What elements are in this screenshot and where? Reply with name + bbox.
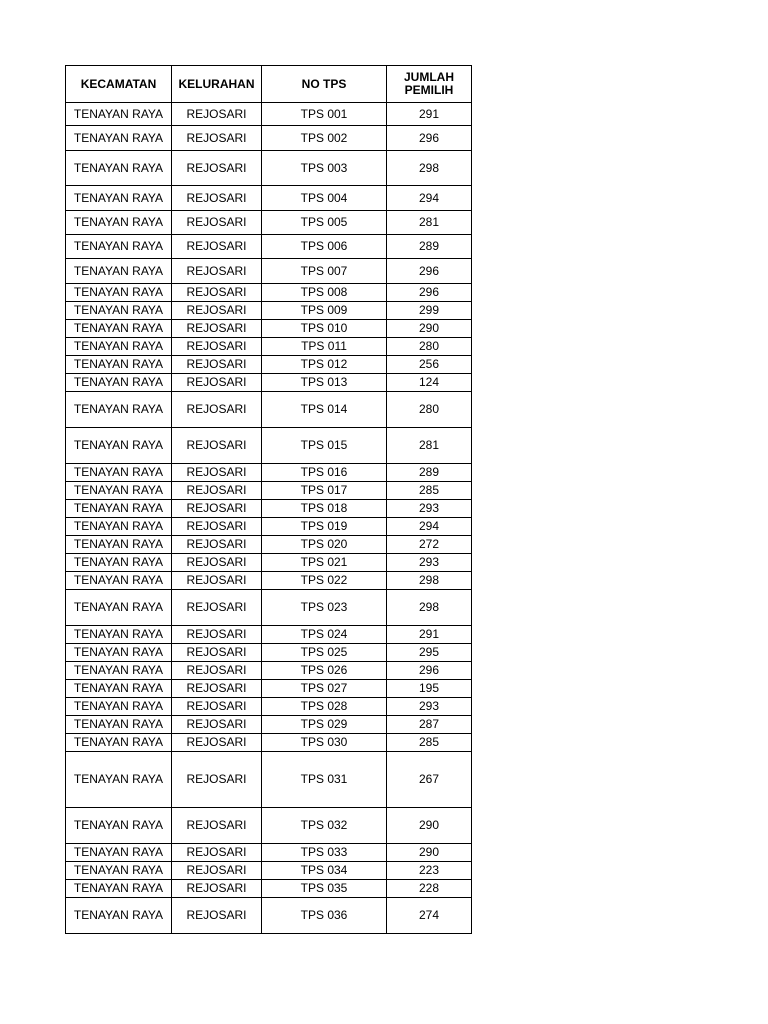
cell-kecamatan: TENAYAN RAYA bbox=[66, 186, 172, 211]
cell-kecamatan: TENAYAN RAYA bbox=[66, 626, 172, 644]
cell-jumlah-pemilih: 124 bbox=[387, 374, 472, 392]
cell-kelurahan: REJOSARI bbox=[172, 356, 262, 374]
cell-kelurahan: REJOSARI bbox=[172, 302, 262, 320]
table-row bbox=[66, 734, 472, 752]
cell-no-tps: TPS 005 bbox=[262, 211, 387, 235]
table-row bbox=[66, 482, 472, 500]
cell-no-tps: TPS 028 bbox=[262, 698, 387, 716]
cell-kelurahan: REJOSARI bbox=[172, 338, 262, 356]
header-jumlah-pemilih: JUMLAH PEMILIH bbox=[387, 66, 472, 103]
cell-no-tps: TPS 032 bbox=[262, 808, 387, 844]
cell-kecamatan: TENAYAN RAYA bbox=[66, 590, 172, 626]
cell-kecamatan: TENAYAN RAYA bbox=[66, 808, 172, 844]
table-row bbox=[66, 186, 472, 211]
table-row bbox=[66, 338, 472, 356]
cell-jumlah-pemilih: 289 bbox=[387, 464, 472, 482]
cell-no-tps: TPS 014 bbox=[262, 392, 387, 428]
cell-no-tps: TPS 002 bbox=[262, 126, 387, 151]
cell-jumlah-pemilih: 298 bbox=[387, 590, 472, 626]
cell-no-tps: TPS 011 bbox=[262, 338, 387, 356]
cell-kecamatan: TENAYAN RAYA bbox=[66, 259, 172, 284]
cell-kecamatan: TENAYAN RAYA bbox=[66, 338, 172, 356]
cell-kecamatan: TENAYAN RAYA bbox=[66, 698, 172, 716]
table-row bbox=[66, 862, 472, 880]
cell-kelurahan: REJOSARI bbox=[172, 235, 262, 259]
cell-kecamatan: TENAYAN RAYA bbox=[66, 374, 172, 392]
cell-kelurahan: REJOSARI bbox=[172, 808, 262, 844]
cell-jumlah-pemilih: 267 bbox=[387, 752, 472, 808]
cell-no-tps: TPS 022 bbox=[262, 572, 387, 590]
cell-kecamatan: TENAYAN RAYA bbox=[66, 734, 172, 752]
table-row bbox=[66, 716, 472, 734]
table-row bbox=[66, 844, 472, 862]
cell-kelurahan: REJOSARI bbox=[172, 752, 262, 808]
table-row bbox=[66, 808, 472, 844]
cell-kecamatan: TENAYAN RAYA bbox=[66, 518, 172, 536]
table-row bbox=[66, 626, 472, 644]
cell-kelurahan: REJOSARI bbox=[172, 500, 262, 518]
cell-kecamatan: TENAYAN RAYA bbox=[66, 284, 172, 302]
cell-kecamatan: TENAYAN RAYA bbox=[66, 302, 172, 320]
cell-jumlah-pemilih: 299 bbox=[387, 302, 472, 320]
cell-kecamatan: TENAYAN RAYA bbox=[66, 126, 172, 151]
cell-kecamatan: TENAYAN RAYA bbox=[66, 680, 172, 698]
table-row bbox=[66, 880, 472, 898]
cell-kelurahan: REJOSARI bbox=[172, 626, 262, 644]
cell-jumlah-pemilih: 293 bbox=[387, 698, 472, 716]
cell-no-tps: TPS 008 bbox=[262, 284, 387, 302]
table-row bbox=[66, 320, 472, 338]
cell-kelurahan: REJOSARI bbox=[172, 734, 262, 752]
header-kelurahan: KELURAHAN bbox=[172, 66, 262, 103]
cell-kelurahan: REJOSARI bbox=[172, 320, 262, 338]
cell-no-tps: TPS 033 bbox=[262, 844, 387, 862]
cell-no-tps: TPS 031 bbox=[262, 752, 387, 808]
cell-kelurahan: REJOSARI bbox=[172, 716, 262, 734]
cell-no-tps: TPS 027 bbox=[262, 680, 387, 698]
cell-jumlah-pemilih: 280 bbox=[387, 338, 472, 356]
cell-kecamatan: TENAYAN RAYA bbox=[66, 482, 172, 500]
cell-no-tps: TPS 024 bbox=[262, 626, 387, 644]
cell-jumlah-pemilih: 296 bbox=[387, 662, 472, 680]
cell-kecamatan: TENAYAN RAYA bbox=[66, 898, 172, 934]
cell-no-tps: TPS 004 bbox=[262, 186, 387, 211]
cell-jumlah-pemilih: 274 bbox=[387, 898, 472, 934]
cell-jumlah-pemilih: 290 bbox=[387, 844, 472, 862]
cell-jumlah-pemilih: 291 bbox=[387, 103, 472, 126]
cell-kecamatan: TENAYAN RAYA bbox=[66, 536, 172, 554]
cell-kelurahan: REJOSARI bbox=[172, 126, 262, 151]
cell-kelurahan: REJOSARI bbox=[172, 428, 262, 464]
cell-jumlah-pemilih: 298 bbox=[387, 151, 472, 186]
cell-kecamatan: TENAYAN RAYA bbox=[66, 554, 172, 572]
table-header-row bbox=[66, 66, 472, 103]
table-row bbox=[66, 500, 472, 518]
table-row bbox=[66, 356, 472, 374]
table-row bbox=[66, 590, 472, 626]
cell-no-tps: TPS 017 bbox=[262, 482, 387, 500]
table-row bbox=[66, 572, 472, 590]
cell-kecamatan: TENAYAN RAYA bbox=[66, 211, 172, 235]
cell-jumlah-pemilih: 291 bbox=[387, 626, 472, 644]
cell-kelurahan: REJOSARI bbox=[172, 392, 262, 428]
cell-no-tps: TPS 001 bbox=[262, 103, 387, 126]
cell-kelurahan: REJOSARI bbox=[172, 103, 262, 126]
cell-no-tps: TPS 023 bbox=[262, 590, 387, 626]
cell-kelurahan: REJOSARI bbox=[172, 680, 262, 698]
cell-kecamatan: TENAYAN RAYA bbox=[66, 428, 172, 464]
cell-kecamatan: TENAYAN RAYA bbox=[66, 320, 172, 338]
cell-no-tps: TPS 006 bbox=[262, 235, 387, 259]
table-row bbox=[66, 698, 472, 716]
cell-no-tps: TPS 021 bbox=[262, 554, 387, 572]
table-row bbox=[66, 259, 472, 284]
cell-kecamatan: TENAYAN RAYA bbox=[66, 862, 172, 880]
cell-kelurahan: REJOSARI bbox=[172, 211, 262, 235]
cell-no-tps: TPS 007 bbox=[262, 259, 387, 284]
cell-no-tps: TPS 020 bbox=[262, 536, 387, 554]
cell-jumlah-pemilih: 195 bbox=[387, 680, 472, 698]
cell-kecamatan: TENAYAN RAYA bbox=[66, 752, 172, 808]
cell-kelurahan: REJOSARI bbox=[172, 536, 262, 554]
table-row bbox=[66, 302, 472, 320]
table-row bbox=[66, 644, 472, 662]
cell-no-tps: TPS 013 bbox=[262, 374, 387, 392]
cell-kecamatan: TENAYAN RAYA bbox=[66, 392, 172, 428]
cell-kecamatan: TENAYAN RAYA bbox=[66, 662, 172, 680]
cell-no-tps: TPS 035 bbox=[262, 880, 387, 898]
cell-kelurahan: REJOSARI bbox=[172, 518, 262, 536]
table-row bbox=[66, 536, 472, 554]
table-row bbox=[66, 211, 472, 235]
cell-jumlah-pemilih: 296 bbox=[387, 259, 472, 284]
cell-jumlah-pemilih: 223 bbox=[387, 862, 472, 880]
cell-kecamatan: TENAYAN RAYA bbox=[66, 103, 172, 126]
voter-table bbox=[65, 65, 472, 934]
cell-kecamatan: TENAYAN RAYA bbox=[66, 500, 172, 518]
cell-jumlah-pemilih: 281 bbox=[387, 428, 472, 464]
cell-no-tps: TPS 010 bbox=[262, 320, 387, 338]
table-row bbox=[66, 428, 472, 464]
table-row bbox=[66, 680, 472, 698]
cell-jumlah-pemilih: 293 bbox=[387, 554, 472, 572]
cell-kecamatan: TENAYAN RAYA bbox=[66, 644, 172, 662]
cell-kelurahan: REJOSARI bbox=[172, 662, 262, 680]
cell-jumlah-pemilih: 296 bbox=[387, 284, 472, 302]
cell-jumlah-pemilih: 290 bbox=[387, 808, 472, 844]
table-row bbox=[66, 284, 472, 302]
table-row bbox=[66, 518, 472, 536]
cell-kecamatan: TENAYAN RAYA bbox=[66, 572, 172, 590]
cell-no-tps: TPS 034 bbox=[262, 862, 387, 880]
cell-jumlah-pemilih: 285 bbox=[387, 482, 472, 500]
cell-jumlah-pemilih: 296 bbox=[387, 126, 472, 151]
cell-kelurahan: REJOSARI bbox=[172, 151, 262, 186]
cell-no-tps: TPS 015 bbox=[262, 428, 387, 464]
cell-jumlah-pemilih: 256 bbox=[387, 356, 472, 374]
cell-kecamatan: TENAYAN RAYA bbox=[66, 880, 172, 898]
cell-kelurahan: REJOSARI bbox=[172, 644, 262, 662]
cell-no-tps: TPS 009 bbox=[262, 302, 387, 320]
cell-kelurahan: REJOSARI bbox=[172, 186, 262, 211]
cell-kelurahan: REJOSARI bbox=[172, 898, 262, 934]
cell-jumlah-pemilih: 272 bbox=[387, 536, 472, 554]
cell-jumlah-pemilih: 295 bbox=[387, 644, 472, 662]
cell-no-tps: TPS 003 bbox=[262, 151, 387, 186]
cell-jumlah-pemilih: 290 bbox=[387, 320, 472, 338]
cell-jumlah-pemilih: 298 bbox=[387, 572, 472, 590]
cell-kelurahan: REJOSARI bbox=[172, 554, 262, 572]
table-row bbox=[66, 554, 472, 572]
cell-kelurahan: REJOSARI bbox=[172, 590, 262, 626]
cell-jumlah-pemilih: 280 bbox=[387, 392, 472, 428]
cell-no-tps: TPS 016 bbox=[262, 464, 387, 482]
cell-kelurahan: REJOSARI bbox=[172, 698, 262, 716]
table-row bbox=[66, 464, 472, 482]
table-row bbox=[66, 126, 472, 151]
table-body bbox=[66, 103, 472, 934]
table-row bbox=[66, 374, 472, 392]
cell-kelurahan: REJOSARI bbox=[172, 482, 262, 500]
header-kecamatan: KECAMATAN bbox=[66, 66, 172, 103]
cell-kelurahan: REJOSARI bbox=[172, 464, 262, 482]
cell-kecamatan: TENAYAN RAYA bbox=[66, 844, 172, 862]
cell-kecamatan: TENAYAN RAYA bbox=[66, 716, 172, 734]
table-row bbox=[66, 103, 472, 126]
cell-kecamatan: TENAYAN RAYA bbox=[66, 151, 172, 186]
cell-kelurahan: REJOSARI bbox=[172, 844, 262, 862]
cell-no-tps: TPS 012 bbox=[262, 356, 387, 374]
table-row bbox=[66, 898, 472, 934]
header-no-tps: NO TPS bbox=[262, 66, 387, 103]
table-row bbox=[66, 662, 472, 680]
cell-jumlah-pemilih: 294 bbox=[387, 518, 472, 536]
table-row bbox=[66, 752, 472, 808]
cell-kelurahan: REJOSARI bbox=[172, 284, 262, 302]
cell-jumlah-pemilih: 289 bbox=[387, 235, 472, 259]
cell-no-tps: TPS 025 bbox=[262, 644, 387, 662]
cell-no-tps: TPS 030 bbox=[262, 734, 387, 752]
cell-kelurahan: REJOSARI bbox=[172, 862, 262, 880]
table-row bbox=[66, 235, 472, 259]
cell-no-tps: TPS 036 bbox=[262, 898, 387, 934]
cell-kecamatan: TENAYAN RAYA bbox=[66, 235, 172, 259]
cell-kelurahan: REJOSARI bbox=[172, 880, 262, 898]
cell-jumlah-pemilih: 281 bbox=[387, 211, 472, 235]
cell-jumlah-pemilih: 285 bbox=[387, 734, 472, 752]
cell-jumlah-pemilih: 294 bbox=[387, 186, 472, 211]
cell-kecamatan: TENAYAN RAYA bbox=[66, 356, 172, 374]
cell-kecamatan: TENAYAN RAYA bbox=[66, 464, 172, 482]
cell-kelurahan: REJOSARI bbox=[172, 259, 262, 284]
cell-jumlah-pemilih: 287 bbox=[387, 716, 472, 734]
table-row bbox=[66, 392, 472, 428]
cell-no-tps: TPS 026 bbox=[262, 662, 387, 680]
cell-jumlah-pemilih: 293 bbox=[387, 500, 472, 518]
cell-no-tps: TPS 029 bbox=[262, 716, 387, 734]
table-row bbox=[66, 151, 472, 186]
cell-kelurahan: REJOSARI bbox=[172, 572, 262, 590]
cell-no-tps: TPS 018 bbox=[262, 500, 387, 518]
cell-no-tps: TPS 019 bbox=[262, 518, 387, 536]
cell-kelurahan: REJOSARI bbox=[172, 374, 262, 392]
cell-jumlah-pemilih: 228 bbox=[387, 880, 472, 898]
